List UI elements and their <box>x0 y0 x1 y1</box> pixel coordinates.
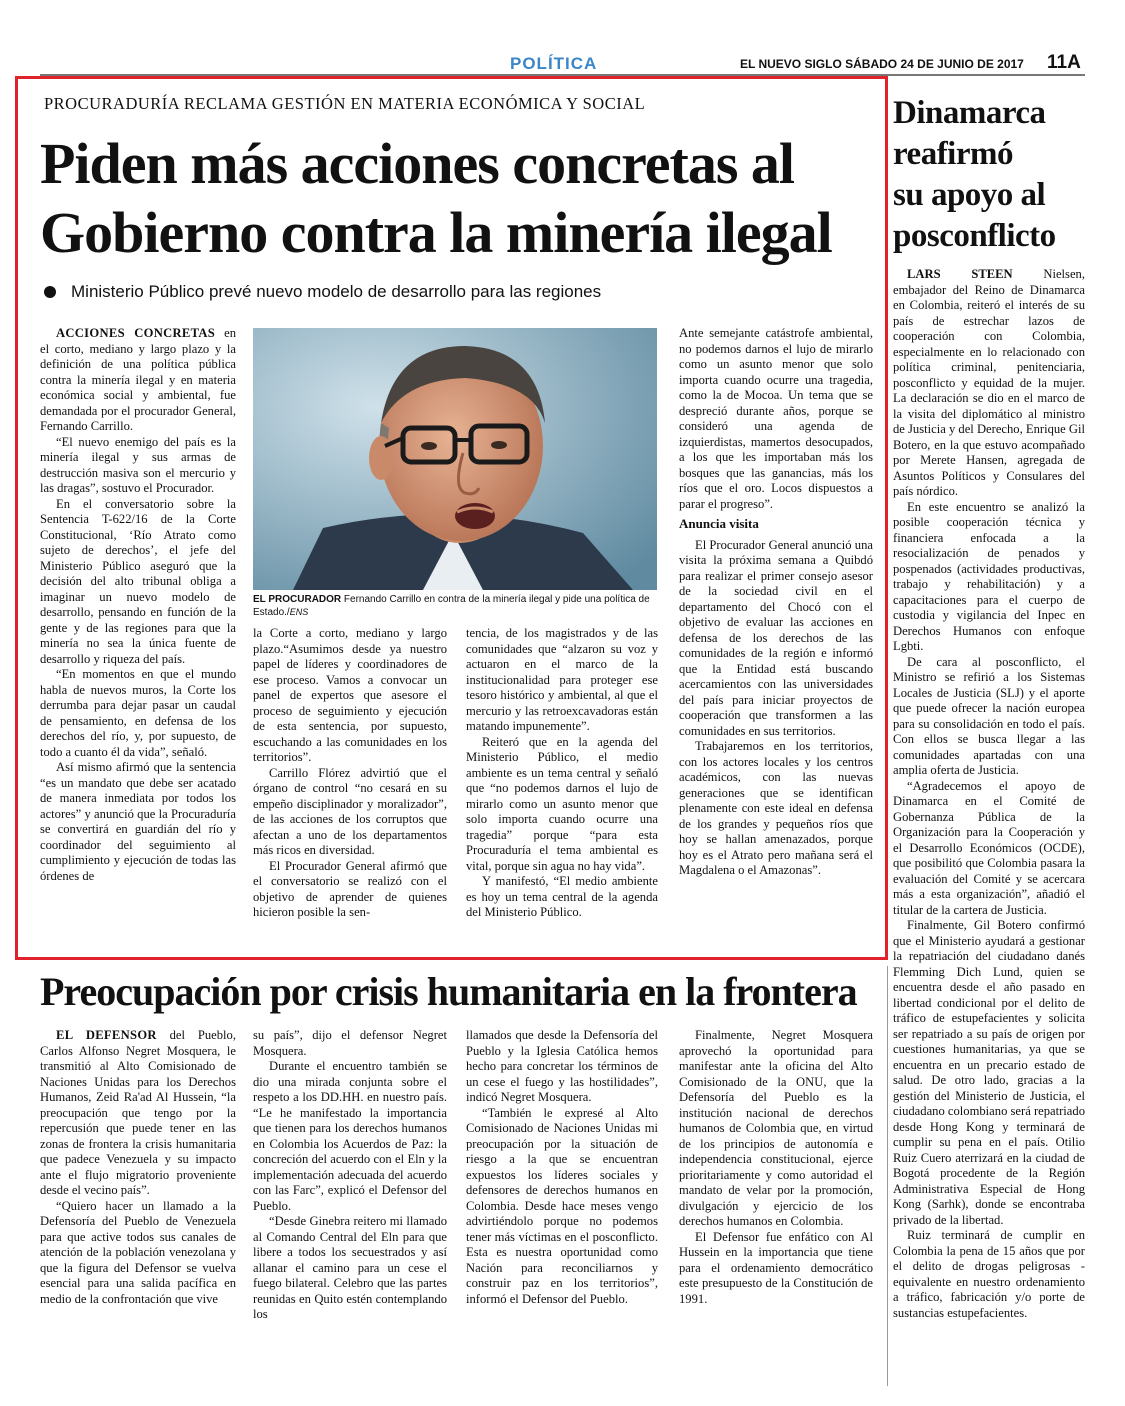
main-column-4 <box>679 326 873 879</box>
bottom-paragraph: Finalmente, Negret Mosquera aprovechó la oportunidad para manifestar ante la oficina del Alto Comisionado de la ONU, que la Defensoría del Pueblo es la institución nacional de derechos humanos de Colombia que, en virtud de los principios de autonomía e independencia constitucional, ejerce prioritariamente y como autoridad el mandato de velar por la promoción, divulgación y ejercicio de los derechos humanos en Colombia. <box>679 1028 873 1228</box>
side-paragraph: Finalmente, Gil Botero confirmó que el Ministerio ayudará a gestionar la repatriación del ciudadano danés Flemming Dich Lund, quien se encuentra desde el año pasado en libertad condicional por el delito de tráfico de estupefacientes y solicita ser repatriado a su país de origen por cuestiones humanitarias, ya que se encuentra en un precario estado de salud. De otro lado, gracias a la gestión del Ministerio de Justicia, el ciudadano colombiano será repatriado desde Hong Kong y terminará de cumplir su pena en el país. Otilio Ruiz Cuero aterrizará en la ciudad de Bogotá procedente de la Región Administrativa Especial de Hong Kong (Sarhk), donde se encontraba privado de la libertad. <box>893 918 1085 1227</box>
main-paragraph: “El nuevo enemigo del país es la minería ilegal y sus armas de destrucción masiva son el mercurio y las dragas”, sostuvo el Procurador. <box>40 434 236 495</box>
side-headline <box>893 93 1056 257</box>
bottom-paragraph: del Pueblo, Carlos Alfonso Negret Mosquera, le transmitió al Alto Comisionado de Naciones Unidas para los Derechos Humanos, Zeid Ra'ad Al Hussein, “la preocupación que tengo por la repercusión que puede tener en las zonas de frontera la crisis humanitaria que padece Venezuela y su impacto ante el flujo migratorio proveniente desde el vecino país”. <box>40 1028 236 1197</box>
main-paragraph: “En momentos en que el mundo habla de nuevos muros, la Corte los derrumba para dejar pasar un caudal de pensamiento, en defensa de los derechos del río, y, por supuesto, de todo a cuanto él da vida”, señaló. <box>40 667 236 759</box>
bottom-paragraph: El Defensor fue enfático con Al Hussein en la importancia que tiene para el ordenamiento democrático este presupuesto de la Constitución de 1991. <box>679 1229 873 1306</box>
photo-credit: ENS <box>289 607 309 617</box>
main-paragraph: El Procurador General anunció una visita la próxima semana a Quibdó para realizar el primer consejo asesor de la sociedad civil en el departamento del Chocó con el objetivo de evaluar las acciones en defensa de los derechos de las comunidades de la región e informó que la Entidad está buscando acercamientos con las universidades del país para iniciar proyectos de cooperación que transformen a las comunidades en sus territorios. <box>679 537 873 738</box>
bottom-paragraph: llamados que desde la Defensoría del Pueblo y la Iglesia Católica hemos hecho para concretar los términos de un cese el fuego y las hostilidades”, indicó Negret Mosquera. <box>466 1028 658 1104</box>
bottom-paragraph: “Quiero hacer un llamado a la Defensoría del Pueblo de Venezuela para que active todos sus canales de atención de la población venezolana y que la figura del Defensor se vuelva esencial para una salida pacífica en medio de la confrontación que vive <box>40 1198 236 1306</box>
photo-caption <box>253 593 657 619</box>
main-paragraph: Trabajaremos en los territorios, con los actores locales y los centros académicos, con las nuevas generaciones que se identifican plenamente con este ideal en defensa de los grandes y pequeños ríos que hoy se hallan amenazados, porque hoy es el Atrato pero mañana será el Magdalena o el Amazonas”. <box>679 739 873 877</box>
main-subhead: Ministerio Público prevé nuevo modelo de desarrollo para las regiones <box>71 282 602 301</box>
bottom-paragraph: su país”, dijo el defensor Negret Mosquera. <box>253 1028 447 1058</box>
main-paragraph: Y manifestó, “El medio ambiente es hoy un tema central de la agenda del Ministerio Público. <box>466 874 658 919</box>
main-paragraph: tencia, de los magistrados y de las comunidades que “alzaron su voz y actuaron en el marco de la institucionalidad para proteger ese tesoro histórico y ambiental, al que el mercurio y las retroexcavadoras están matando impunemente”. <box>466 626 658 733</box>
bottom-lead-words: EL DEFENSOR <box>56 1028 157 1042</box>
bottom-paragraph: “Desde Ginebra reitero mi llamado al Comando Central del Eln para que libere a todos los secuestrados y así allanar el camino para un cese el fuego bilateral. Celebro que las partes reunidas en Quito estén contemplando los <box>253 1214 447 1321</box>
main-paragraph: El Procurador General afirmó que el conversatorio se realizó con el objetivo de aprender de quienes hicieron posible la sen- <box>253 858 447 919</box>
bottom-paragraph: “También le expresé al Alto Comisionado de Naciones Unidas mi preocupación por la situación de riesgo a la que se encuentran expuestos los líderes sociales y defensores de derechos humanos en Colombia. Desde hace meses vengo advirtiéndolo porque no podemos tener más víctimas en el posconflicto. Esta es nuestra oportunidad como Nación para reconciliarnos y construir paz en los territorios”, informó el Defensor del Pueblo. <box>466 1105 658 1306</box>
main-paragraph: En el conversatorio sobre la Sentencia T-622/16 de la Corte Constitucional, ‘Río Atrato como sujeto de derechos’, el jefe del Ministerio Público aseguró que la decisión del alto tribunal obliga a imaginar un nuevo modelo de desarrollo, pensando en función de la gente y de las regiones para que la minería no sea la única fuente de desarrollo y riqueza del país. <box>40 496 236 666</box>
section-label: POLÍTICA <box>510 54 598 73</box>
caption-text: Fernando Carrillo en contra de la minería ilegal y pide una política de Estado./ <box>253 594 650 618</box>
procurador-photo <box>253 328 657 590</box>
caption-label: EL PROCURADOR <box>253 594 342 605</box>
main-section-subhead: Anuncia visita <box>679 516 759 531</box>
side-paragraph: De cara al posconflicto, el Ministro se refirió a los Sistemas Locales de Justicia (SLJ) y el aporte que puede ofrecer la nación europea para su consolidación en todo el país. Con ellos se busca llegar a las comunidades apartadas con una amplia oferta de Justicia. <box>893 654 1085 777</box>
main-column-3 <box>466 626 658 921</box>
main-paragraph: Carrillo Flórez advirtió que el órgano de control “no cesará en su empeño disciplinador y moralizador”, de las acciones de los corruptos que afectan a uno de los departamentos más ricos en diversidad. <box>253 765 447 857</box>
main-headline-line2: Gobierno contra la minería ilegal <box>40 200 832 265</box>
bullet-icon <box>44 286 56 298</box>
main-paragraph: Reiteró que en la agenda del Ministerio Público, el medio ambiente es un tema central y señaló que “no podemos darnos el lujo de mirarlo como un asunto menor que solo importa cuando ocurre una tragedia” porque “para esta Procuraduría el tema ambiental es vital, porque sin agua no hay vida”. <box>466 734 658 873</box>
bottom-headline: Preocupación por crisis humanitaria en la frontera <box>40 969 857 1014</box>
side-paragraph: “Agradecemos el apoyo de Dinamarca en el Comité de Gobernanza Pública de la Organización para la Cooperación y el Desarrollo Económicos (OCDE), que posibilitó que Colombia pasara la evaluación del Comité y se acercara más a esta organización”, añadió el titular de la cartera de Justicia. <box>893 778 1085 917</box>
publication-date: EL NUEVO SIGLO SÁBADO 24 DE JUNIO DE 2017 <box>740 57 1024 71</box>
side-headline-line: reafirmó <box>893 136 1013 172</box>
side-lead-words: LARS STEEN <box>907 267 1013 281</box>
bottom-column-1 <box>40 1028 236 1307</box>
main-column-2 <box>253 626 447 921</box>
side-paragraph: Nielsen, embajador del Reino de Dinamarca en Colombia, reiteró el interés de su país de estrechar lazos de cooperación con Colombia, especialmente en lo relacionado con política criminal, penitenciaria, posconflicto y equidad de la mujer. La declaración se dio en el marco de la visita del diplomático al ministro de Justicia y del Derecho, Enrique Gil Botero, en la que estuvo acompañado por Merete Hansen, agregada de Asuntos Políticos y Consulares del país nórdico. <box>893 267 1085 498</box>
portrait-illustration <box>253 328 657 590</box>
main-kicker: PROCURADURÍA RECLAMA GESTIÓN EN MATERIA ECONÓMICA Y SOCIAL <box>44 94 646 113</box>
column-rule <box>887 966 888 1386</box>
side-headline-line: su apoyo al <box>893 177 1046 213</box>
main-paragraph: en el corto, mediano y largo plazo y la definición de una política pública contra la minería ilegal y en materia económica social y ambiental, fue demandada por el procurador General, Fernando Carrillo. <box>40 326 236 433</box>
bottom-column-4 <box>679 1028 873 1307</box>
side-paragraph: Ruiz terminará de cumplir en Colombia la pena de 15 años que por el delito de drogas peligrosas -equivalente en nuestro ordenamiento a tráfico, fabricación y/o porte de sustancias estupefacientes. <box>893 1228 1085 1320</box>
side-headline-line: posconflicto <box>893 218 1056 254</box>
main-headline-line1: Piden más acciones concretas al <box>40 131 795 196</box>
side-headline-line: Dinamarca <box>893 95 1046 131</box>
main-paragraph: Ante semejante catástrofe ambiental, no podemos darnos el lujo de mirarlo como un asunto menor que solo importa cuando ocurre una tragedia, como la de Mocoa. Un tema que se despreció durante años, porque se consideró una agenda de izquierdistas, mamertos desocupados, a los que les importaban más los bosques que las ganancias, más los ríos que el oro. Locos dispuestos a parar el progreso”. <box>679 326 873 511</box>
main-paragraph: Así mismo afirmó que la sentencia “es un mandato que debe ser acatado de manera inmediata por todos los actores” y anunció que la Procuraduría se convertirá en guardián del río y coordinador del seguimiento al cumplimiento y ejecución de todas las órdenes de <box>40 760 236 883</box>
main-column-1 <box>40 326 236 884</box>
bottom-column-3 <box>466 1028 658 1307</box>
main-paragraph: la Corte a corto, mediano y largo plazo.“Asumimos desde ya nuestro papel de líderes y coordinadores de ese proceso. Vamos a convocar un panel de expertos que asesore el proceso de seguimiento y ejecución de esta sentencia, por supuesto, escuchando a las comunidades en los territorios”. <box>253 626 447 764</box>
bottom-paragraph: Durante el encuentro también se dio una mirada conjunta sobre el respeto a los DD.HH. en nuestro país. “Le he manifestado la importancia que tienen para los derechos humanos en Colombia los Acuerdos de Paz: la concreción del acuerdo con el Eln y la implementación adecuada del acuerdo con las Farc”, explicó el Defensor del Pueblo. <box>253 1059 447 1213</box>
bottom-column-2 <box>253 1028 447 1323</box>
side-paragraph: En este encuentro se analizó la posible cooperación técnica y financiera enfocada a la resocialización de penados y pospenados (actividades productivas, trabajo y rehabilitación) y a capacitaciones para el cuerpo de custodia y vigilancia del Inpec en Derechos Humanos con enfoque Lgbti. <box>893 499 1085 653</box>
side-column <box>893 267 1085 1321</box>
main-lead-words: ACCIONES CONCRETAS <box>56 326 216 340</box>
page-number: 11A <box>1047 52 1081 73</box>
